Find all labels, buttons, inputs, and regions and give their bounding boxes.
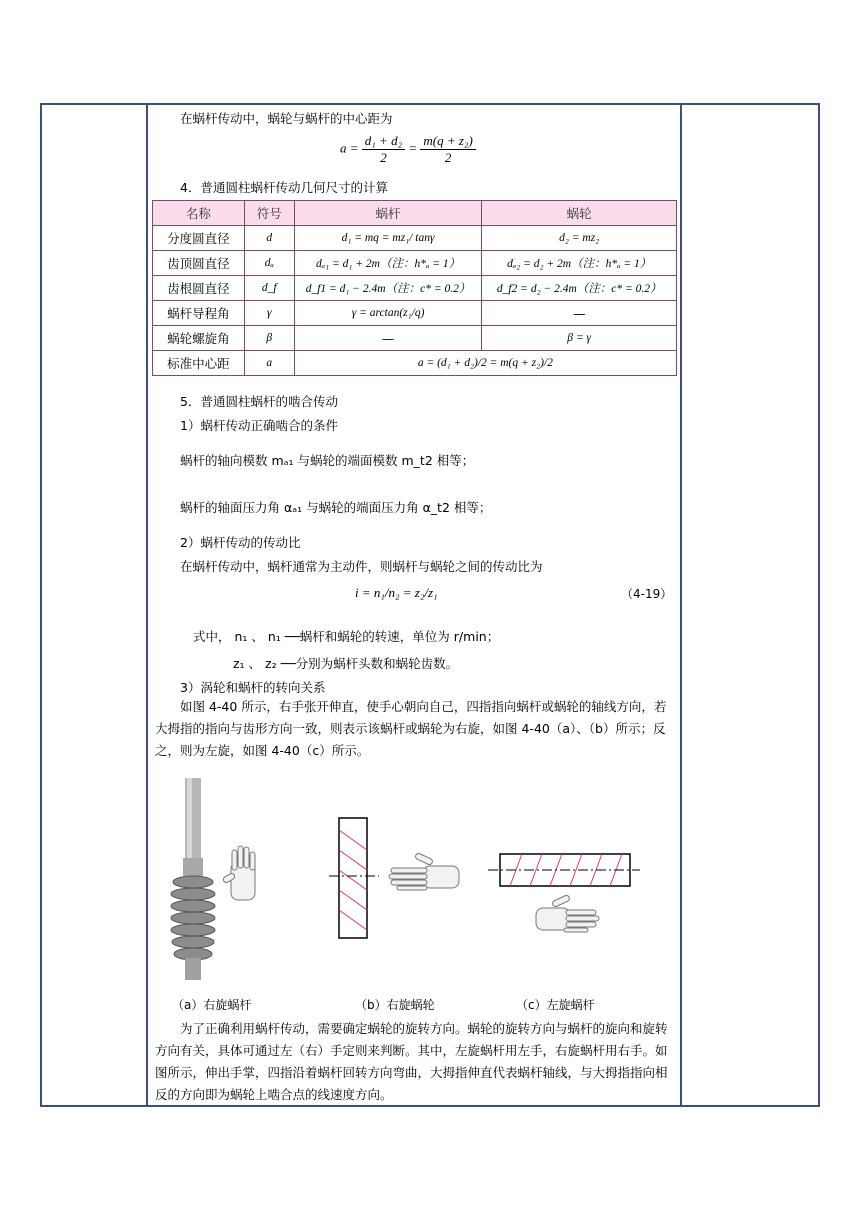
figure-b-right-hand-wheel	[325, 810, 470, 945]
left-hand-icon	[536, 894, 599, 932]
header-wheel: 蜗轮	[482, 201, 677, 226]
row-symbol: d	[244, 226, 294, 251]
row-merged: a = (d₁ + d₂)/2 = m(q + z₂)/2	[294, 351, 676, 376]
where-line-1: 式中， n₁ 、 n₁ ──蜗杆和蜗轮的转速，单位为 r/min；	[193, 629, 500, 644]
subsection-1-title: 1）蜗杆传动正确啮合的条件	[180, 418, 338, 433]
row-wheel: dₐ₂ = d₂ + 2m（注：h*ₐ = 1）	[482, 251, 677, 276]
column-divider-left	[146, 103, 148, 1107]
table-row	[153, 276, 677, 301]
figure-a-right-hand-worm	[165, 772, 275, 984]
fraction-1-den: 2	[380, 150, 387, 165]
caption-a: （a）右旋蜗杆	[172, 998, 252, 1012]
ratio-intro: 在蜗杆传动中，蜗杆通常为主动件，则蜗杆与蜗轮之间的传动比为	[180, 559, 543, 574]
condition-1: 蜗杆的轴向模数 mₐ₁ 与蜗轮的端面模数 m_t2 相等；	[180, 453, 475, 468]
worm-shaft-image	[171, 778, 215, 980]
figure-c-left-hand-worm	[488, 850, 643, 946]
row-worm: d₁ = mq = mz₁/ tanγ	[294, 226, 482, 251]
condition-2: 蜗杆的轴面压力角 αₐ₁ 与蜗轮的端面压力角 α_t2 相等；	[180, 500, 492, 515]
row-worm: —	[294, 326, 482, 351]
row-symbol: a	[244, 351, 294, 376]
formula-eq: =	[408, 140, 418, 156]
worm-wheel-diagram	[329, 818, 379, 938]
row-symbol: dₐ	[244, 251, 294, 276]
formula-lhs: a =	[340, 140, 359, 156]
left-hand-worm-diagram	[488, 854, 640, 886]
row-worm: dₐ₁ = d₁ + 2m（注：h*ₐ = 1）	[294, 251, 482, 276]
row-wheel: β = γ	[482, 326, 677, 351]
fraction-1	[362, 133, 405, 166]
row-symbol: γ	[244, 301, 294, 326]
caption-c: （c）左旋蜗杆	[516, 998, 595, 1012]
header-symbol: 符号	[244, 201, 294, 226]
row-name: 分度圆直径	[153, 226, 245, 251]
row-name: 齿顶圆直径	[153, 251, 245, 276]
right-hand-icon	[222, 846, 255, 900]
intro-text: 在蜗杆传动中，蜗轮与蜗杆的中心距为	[180, 111, 393, 126]
subsection-2-title: 2）蜗杆传动的传动比	[180, 535, 301, 550]
row-name: 标准中心距	[153, 351, 245, 376]
ratio-formula: i = n₁/n₂ = z₂/z₁	[355, 585, 438, 600]
table-row	[153, 326, 677, 351]
hand-pointing-icon	[389, 852, 459, 890]
row-symbol: d_f	[244, 276, 294, 301]
section-4-title: 4．普通圆柱蜗杆传动几何尺寸的计算	[180, 180, 388, 195]
table-row	[153, 226, 677, 251]
row-wheel: —	[482, 301, 677, 326]
row-name: 齿根圆直径	[153, 276, 245, 301]
equation-number: （4-19）	[621, 587, 673, 601]
geometry-table	[152, 200, 677, 376]
fraction-2-den: 2	[444, 150, 452, 165]
row-symbol: β	[244, 326, 294, 351]
fraction-1-num: d₁ + d₂	[362, 133, 405, 150]
fraction-2	[420, 133, 475, 166]
table-row	[153, 351, 677, 376]
row-wheel: d_f2 = d₂ − 2.4m（注：c* = 0.2）	[482, 276, 677, 301]
header-name: 名称	[153, 201, 245, 226]
row-name: 蜗轮螺旋角	[153, 326, 245, 351]
section-5-title: 5．普通圆柱蜗杆的啮合传动	[180, 394, 338, 409]
header-worm: 蜗杆	[294, 201, 482, 226]
caption-b: （b）右旋蜗轮	[355, 998, 435, 1012]
row-worm: d_f1 = d₁ − 2.4m（注：c* = 0.2）	[294, 276, 482, 301]
row-wheel: d₂ = mz₂	[482, 226, 677, 251]
table-header-row	[153, 201, 677, 226]
table-row	[153, 251, 677, 276]
table-row	[153, 301, 677, 326]
subsection-3-title: 3）涡轮和蜗杆的转向关系	[180, 680, 326, 695]
column-divider-right	[680, 103, 682, 1107]
row-worm: γ = arctan(z₁/q)	[294, 301, 482, 326]
final-paragraph: 为了正确利用蜗杆传动，需要确定蜗轮的旋转方向。蜗轮的旋转方向与蜗杆的旋向和旋转方向有关，具体可通过左（右）手定则来判断。其中，左旋蜗杆用左手，右旋蜗杆用右手。如图所示，伸出手掌，四指沿着蜗杆回转方向弯曲，大拇指伸直代表蜗杆轴线，与大拇指指向相反的方向即为蜗轮上啮合点的线速度方向。	[155, 1021, 668, 1102]
rule-paragraph: 如图 4-40 所示，右手张开伸直，使手心朝向自己，四指指向蜗杆或蜗轮的轴线方向，若大拇指的指向与齿形方向一致，则表示该蜗杆或蜗轮为右旋，如图 4-40（a）、（b）所示；反之，则为左旋，如图 4-40（c）所示。	[155, 699, 667, 758]
center-distance-formula	[340, 133, 476, 166]
where-line-2: z₁ 、 z₂ ──分别为蜗杆头数和蜗轮齿数。	[233, 656, 459, 671]
row-name: 蜗杆导程角	[153, 301, 245, 326]
fraction-2-num: m(q + z₂)	[420, 133, 475, 150]
